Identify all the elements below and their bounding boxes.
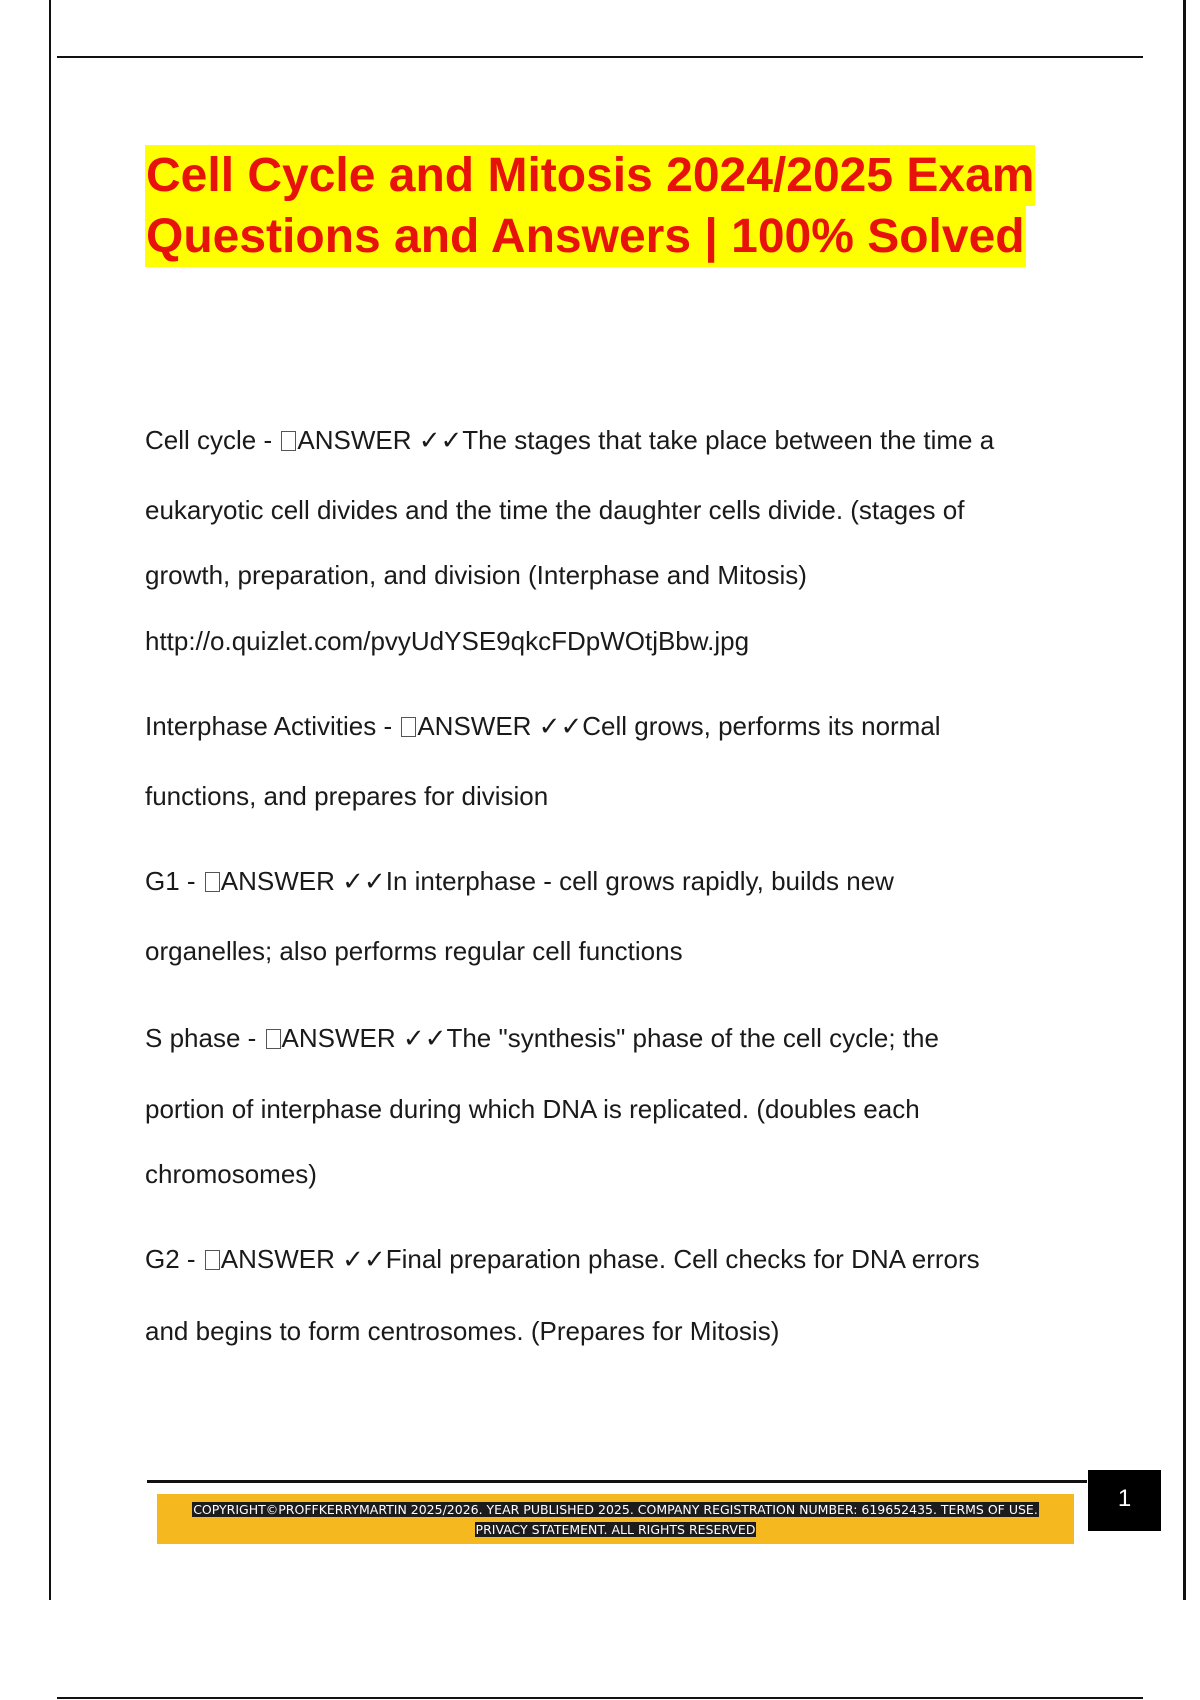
title-line-2: Questions and Answers | 100% Solved (145, 206, 1026, 267)
document-title (145, 145, 1065, 267)
qa-answer-line: eukaryotic cell divides and the time the daughter cells divide. (stages of (145, 495, 965, 525)
header-rule (57, 56, 1143, 58)
qa-term: S phase - (145, 1023, 264, 1053)
qa-answer-line: Final preparation phase. Cell checks for DNA errors (385, 1244, 980, 1274)
qa-answer-line: The "synthesis" phase of the cell cycle; the (446, 1023, 939, 1053)
qa-answer-line: and begins to form centrosomes. (Prepares for Mitosis) (145, 1316, 780, 1346)
missing-glyph-icon (266, 1029, 281, 1049)
qa-term: Interphase Activities - (145, 711, 400, 741)
answer-marker: ANSWER ✓✓ (220, 866, 386, 896)
qa-term: G2 - (145, 1244, 203, 1274)
answer-marker: ANSWER ✓✓ (281, 1023, 447, 1053)
copyright-line-1: COPYRIGHT©PROFFKERRYMARTIN 2025/2026. YEAR PUBLISHED 2025. COMPANY REGISTRATION NUMBER: 619652435. TERMS OF USE. (193, 1502, 1038, 1517)
qa-image-url: http://o.quizlet.com/pvyUdYSE9qkcFDpWOtjBbw.jpg (145, 626, 750, 656)
qa-answer-line: portion of interphase during which DNA is replicated. (doubles each (145, 1094, 920, 1124)
qa-answer-line: organelles; also performs regular cell functions (145, 936, 683, 966)
qa-answer-line: chromosomes) (145, 1159, 317, 1189)
answer-marker: ANSWER ✓✓ (220, 1244, 386, 1274)
page-border-right (1183, 0, 1186, 1600)
answer-marker: ANSWER ✓✓ (417, 711, 583, 741)
qa-answer-line: functions, and prepares for division (145, 781, 549, 811)
title-line-1: Cell Cycle and Mitosis 2024/2025 Exam (145, 145, 1035, 206)
qa-answer-line: Cell grows, performs its normal (582, 711, 941, 741)
qa-answer-line: The stages that take place between the time a (462, 425, 995, 455)
page-number: 1 (1088, 1470, 1161, 1531)
missing-glyph-icon (281, 431, 296, 451)
missing-glyph-icon (205, 1250, 220, 1270)
next-page-rule (57, 1697, 1143, 1699)
answer-marker: ANSWER ✓✓ (297, 425, 463, 455)
missing-glyph-icon (205, 872, 220, 892)
qa-answer-line: In interphase - cell grows rapidly, builds new (385, 866, 894, 896)
qa-answer-line: growth, preparation, and division (Interphase and Mitosis) (145, 560, 807, 590)
footer-rule (147, 1480, 1087, 1483)
copyright-notice (157, 1500, 1074, 1540)
qa-term: G1 - (145, 866, 203, 896)
missing-glyph-icon (401, 717, 416, 737)
page-border-left (49, 0, 51, 1600)
copyright-line-2: PRIVACY STATEMENT. ALL RIGHTS RESERVED (475, 1522, 756, 1537)
qa-term: Cell cycle - (145, 425, 280, 455)
